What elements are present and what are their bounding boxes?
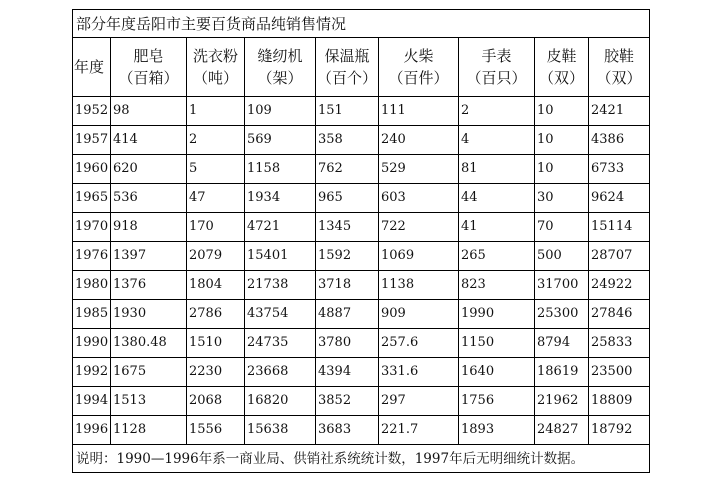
table-row [73, 329, 650, 358]
column-header [316, 38, 379, 97]
value-cell: 965 [316, 184, 379, 213]
year-cell: 1980 [73, 271, 111, 300]
value-cell: 1376 [111, 271, 187, 300]
value-cell: 23500 [589, 358, 650, 387]
column-header [379, 38, 459, 97]
column-unit: （百箱） [118, 69, 179, 87]
value-cell: 1397 [111, 242, 187, 271]
value-cell: 2079 [187, 242, 245, 271]
value-cell: 1556 [187, 416, 245, 445]
value-cell: 8794 [535, 329, 589, 358]
value-cell: 44 [459, 184, 535, 213]
value-cell: 257.6 [379, 329, 459, 358]
value-cell: 47 [187, 184, 245, 213]
value-cell: 1990 [459, 300, 535, 329]
value-cell: 43754 [245, 300, 316, 329]
column-unit: （百只） [466, 69, 527, 87]
value-cell: 240 [379, 126, 459, 155]
value-cell: 10 [535, 155, 589, 184]
value-cell: 16820 [245, 387, 316, 416]
table-row [73, 155, 650, 184]
value-cell: 4 [459, 126, 535, 155]
value-cell: 331.6 [379, 358, 459, 387]
value-cell: 4394 [316, 358, 379, 387]
value-cell: 5 [187, 155, 245, 184]
value-cell: 909 [379, 300, 459, 329]
value-cell: 1756 [459, 387, 535, 416]
value-cell: 603 [379, 184, 459, 213]
table-row [73, 242, 650, 271]
value-cell: 1150 [459, 329, 535, 358]
year-cell: 1952 [73, 97, 111, 126]
year-cell: 1957 [73, 126, 111, 155]
value-cell: 25833 [589, 329, 650, 358]
year-cell: 1985 [73, 300, 111, 329]
table-row [73, 416, 650, 445]
value-cell: 1158 [245, 155, 316, 184]
value-cell: 15401 [245, 242, 316, 271]
column-name: 肥皂 [133, 47, 164, 65]
year-cell: 1996 [73, 416, 111, 445]
value-cell: 81 [459, 155, 535, 184]
value-cell: 358 [316, 126, 379, 155]
value-cell: 10 [535, 97, 589, 126]
table-title: 部分年度岳阳市主要百货商品纯销售情况 [73, 10, 650, 38]
column-header [535, 38, 589, 97]
year-cell: 1970 [73, 213, 111, 242]
value-cell: 24735 [245, 329, 316, 358]
column-name: 洗衣粉 [192, 47, 238, 65]
year-cell: 1965 [73, 184, 111, 213]
value-cell: 762 [316, 155, 379, 184]
column-name: 皮鞋 [546, 47, 577, 65]
value-cell: 3683 [316, 416, 379, 445]
value-cell: 3780 [316, 329, 379, 358]
value-cell: 722 [379, 213, 459, 242]
value-cell: 823 [459, 271, 535, 300]
value-cell: 1380.48 [111, 329, 187, 358]
value-cell: 2 [459, 97, 535, 126]
value-cell: 10 [535, 126, 589, 155]
value-cell: 500 [535, 242, 589, 271]
year-cell: 1994 [73, 387, 111, 416]
value-cell: 297 [379, 387, 459, 416]
column-name: 保温瓶 [324, 47, 370, 65]
value-cell: 1592 [316, 242, 379, 271]
year-cell: 1992 [73, 358, 111, 387]
value-cell: 1804 [187, 271, 245, 300]
value-cell: 24922 [589, 271, 650, 300]
value-cell: 98 [111, 97, 187, 126]
value-cell: 414 [111, 126, 187, 155]
value-cell: 1345 [316, 213, 379, 242]
year-cell: 1990 [73, 329, 111, 358]
value-cell: 21962 [535, 387, 589, 416]
value-cell: 151 [316, 97, 379, 126]
value-cell: 1128 [111, 416, 187, 445]
value-cell: 2421 [589, 97, 650, 126]
value-cell: 18792 [589, 416, 650, 445]
value-cell: 23668 [245, 358, 316, 387]
column-unit: （百件） [388, 69, 449, 87]
value-cell: 31700 [535, 271, 589, 300]
value-cell: 2 [187, 126, 245, 155]
value-cell: 2230 [187, 358, 245, 387]
value-cell: 24827 [535, 416, 589, 445]
value-cell: 111 [379, 97, 459, 126]
value-cell: 1 [187, 97, 245, 126]
value-cell: 569 [245, 126, 316, 155]
value-cell: 3718 [316, 271, 379, 300]
column-header [589, 38, 650, 97]
value-cell: 15638 [245, 416, 316, 445]
value-cell: 18809 [589, 387, 650, 416]
year-cell: 1976 [73, 242, 111, 271]
value-cell: 1510 [187, 329, 245, 358]
column-name: 胶鞋 [604, 47, 635, 65]
value-cell: 4887 [316, 300, 379, 329]
value-cell: 918 [111, 213, 187, 242]
header-row [73, 38, 650, 97]
value-cell: 1675 [111, 358, 187, 387]
column-header [459, 38, 535, 97]
value-cell: 70 [535, 213, 589, 242]
column-header [187, 38, 245, 97]
value-cell: 25300 [535, 300, 589, 329]
value-cell: 6733 [589, 155, 650, 184]
value-cell: 4386 [589, 126, 650, 155]
value-cell: 1513 [111, 387, 187, 416]
value-cell: 1069 [379, 242, 459, 271]
column-header [111, 38, 187, 97]
value-cell: 109 [245, 97, 316, 126]
column-header [245, 38, 316, 97]
table-row [73, 213, 650, 242]
value-cell: 2786 [187, 300, 245, 329]
table-row [73, 358, 650, 387]
value-cell: 21738 [245, 271, 316, 300]
table-note: 说明：1990—1996年系一商业局、供销社系统统计数，1997年后无明细统计数据。 [73, 445, 650, 473]
note-row [73, 445, 650, 473]
value-cell: 536 [111, 184, 187, 213]
value-cell: 1138 [379, 271, 459, 300]
table-row [73, 387, 650, 416]
value-cell: 27846 [589, 300, 650, 329]
value-cell: 41 [459, 213, 535, 242]
table-row [73, 97, 650, 126]
value-cell: 529 [379, 155, 459, 184]
column-name: 火柴 [403, 47, 434, 65]
sales-table [72, 9, 650, 473]
sales-table-sheet [72, 9, 649, 485]
year-header: 年度 [73, 38, 111, 97]
value-cell: 4721 [245, 213, 316, 242]
value-cell: 15114 [589, 213, 650, 242]
value-cell: 3852 [316, 387, 379, 416]
column-unit: （吨） [192, 69, 238, 87]
column-unit: （百个） [316, 69, 377, 87]
value-cell: 620 [111, 155, 187, 184]
value-cell: 9624 [589, 184, 650, 213]
table-row [73, 271, 650, 300]
value-cell: 170 [187, 213, 245, 242]
table-row [73, 300, 650, 329]
column-name: 缝纫机 [257, 47, 303, 65]
value-cell: 30 [535, 184, 589, 213]
column-unit: （双） [538, 69, 584, 87]
value-cell: 1640 [459, 358, 535, 387]
column-name: 手表 [481, 47, 512, 65]
column-unit: （架） [257, 69, 303, 87]
value-cell: 221.7 [379, 416, 459, 445]
value-cell: 1893 [459, 416, 535, 445]
value-cell: 28707 [589, 242, 650, 271]
table-row [73, 126, 650, 155]
value-cell: 265 [459, 242, 535, 271]
column-unit: （双） [596, 69, 642, 87]
value-cell: 2068 [187, 387, 245, 416]
value-cell: 18619 [535, 358, 589, 387]
table-body [73, 10, 650, 473]
value-cell: 1930 [111, 300, 187, 329]
value-cell: 1934 [245, 184, 316, 213]
table-row [73, 184, 650, 213]
year-cell: 1960 [73, 155, 111, 184]
